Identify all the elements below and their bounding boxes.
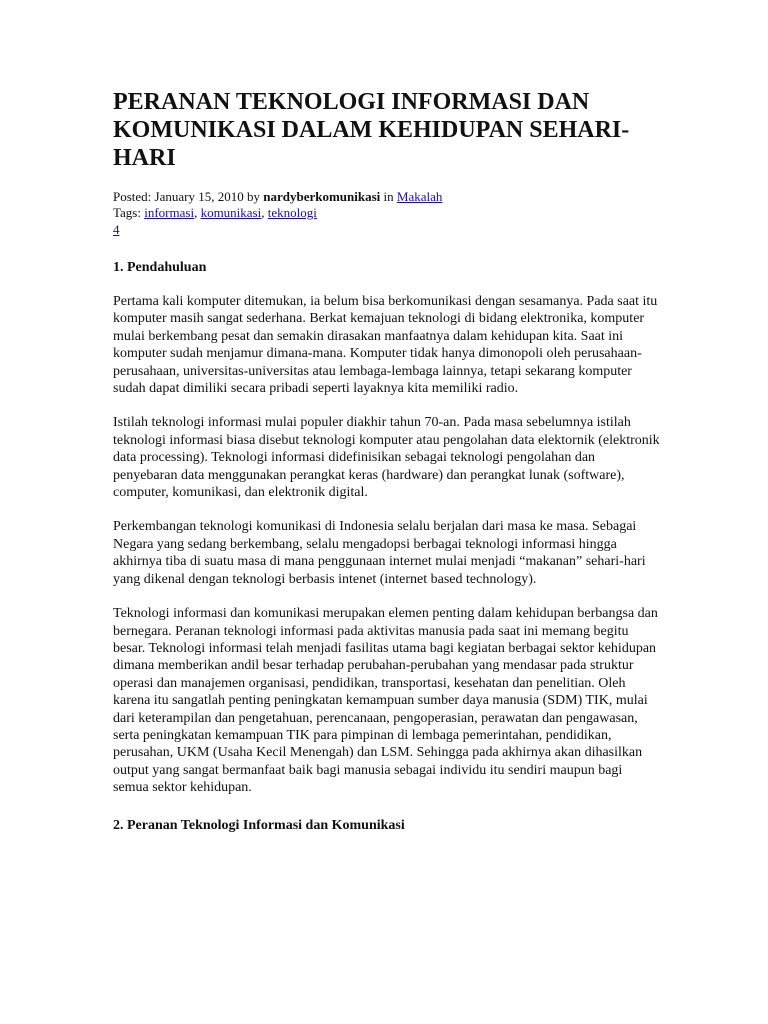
author-name: nardyberkomunikasi (263, 189, 381, 204)
post-date: January 15, 2010 (154, 189, 244, 204)
tag-separator: , (261, 205, 268, 220)
paragraph-1: Pertama kali komputer ditemukan, ia belum bisa berkomunikasi dengan sesamanya. Pada saat itu komputer masih sangat sederhana. Berkat kemajuan teknologi di bidang elektronika, komputer mulai berkembang pesat dan semakin dirasakan manfaatnya dalam kehidupan kita. Saat ini komputer sudah menjamur dimana-mana. Komputer tidak hanya dimonopoli oleh perusahaan-perusahaan, universitas-universitas atau lembaga-lembaga lainnya, tetapi sekarang komputer sudah dapat dimiliki secara pribadi seperti layaknya kita memiliki radio. (113, 294, 658, 397)
tag-link-komunikasi[interactable]: komunikasi (200, 205, 262, 220)
section-heading-pendahuluan: 1. Pendahuluan (113, 260, 207, 275)
comments-line (113, 221, 661, 239)
by-label: by (243, 189, 264, 204)
paragraph-3: Perkembangan teknologi komunikasi di Indonesia selalu berjalan dari masa ke masa. Sebagai Negara yang sedang berkembang, selalu mengadopsi berbagai teknologi informasi hingga akhirnya tiba di suatu masa di mana penggunaan internet mulai menjadi “makanan” sehari-hari yang dikenal dengan teknologi berbasis intenet (internet based technology). (113, 519, 646, 587)
in-label: in (380, 189, 397, 204)
posted-line (113, 189, 661, 205)
category-link[interactable]: Makalah (396, 189, 443, 204)
posted-label: Posted: (113, 189, 155, 204)
tags-label: Tags: (113, 205, 145, 220)
paragraph-2: Istilah teknologi informasi mulai populer diakhir tahun 70-an. Pada masa sebelumnya istilah teknologi informasi biasa disebut teknologi komputer atau pengolahan data elektornik (elektronik data processing). Teknologi informasi didefinisikan sebagai teknologi pengolahan dan penyebaran data menggunakan perangkat keras (hardware) dan perangkat lunak (software), computer, komunikasi, dan elektronik digital. (113, 415, 660, 501)
tag-link-teknologi[interactable]: teknologi (267, 205, 317, 220)
comments-count-link[interactable]: 4 (113, 222, 120, 237)
paragraph-4: Teknologi informasi dan komunikasi merupakan elemen penting dalam kehidupan berbangsa dan bernegara. Peranan teknologi informasi pada aktivitas manusia pada saat ini memang begitu besar. Teknologi informasi telah menjadi fasilitas utama bagi kegiatan berbagai sektor kehidupan dimana memberikan andil besar terhadap perubahan-perubahan yang mendasar pada struktur operasi dan manajemen organisasi, pendidikan, transportasi, kesehatan dan penelitian. Oleh karena itu sangatlah penting peningkatan kemampuan sumber daya manusia (SDM) TIK, mulai dari keterampilan dan pengetahuan, perencanaan, pengoperasian, perawatan dan pengawasan, serta peningkatan kemampuan TIK para pimpinan di lembaga pemerintahan, pendidikan, perusahan, UKM (Usaha Kecil Menengah) dan LSM. Sehingga pada akhirnya akan dihasilkan output yang sangat bermanfaat baik bagi manusia sebagai individu itu sendiri maupun bagi semua sektor kehidupan. (113, 606, 658, 796)
post-meta (113, 189, 661, 239)
article-title: PERANAN TEKNOLOGI INFORMASI DAN KOMUNIKASI DALAM KEHIDUPAN SEHARI-HARI (113, 89, 630, 171)
tag-link-informasi[interactable]: informasi (144, 205, 195, 220)
article (113, 88, 661, 835)
section-heading-peranan: 2. Peranan Teknologi Informasi dan Komunikasi (113, 817, 405, 833)
tags-line (113, 205, 661, 221)
tag-separator: , (194, 205, 201, 220)
